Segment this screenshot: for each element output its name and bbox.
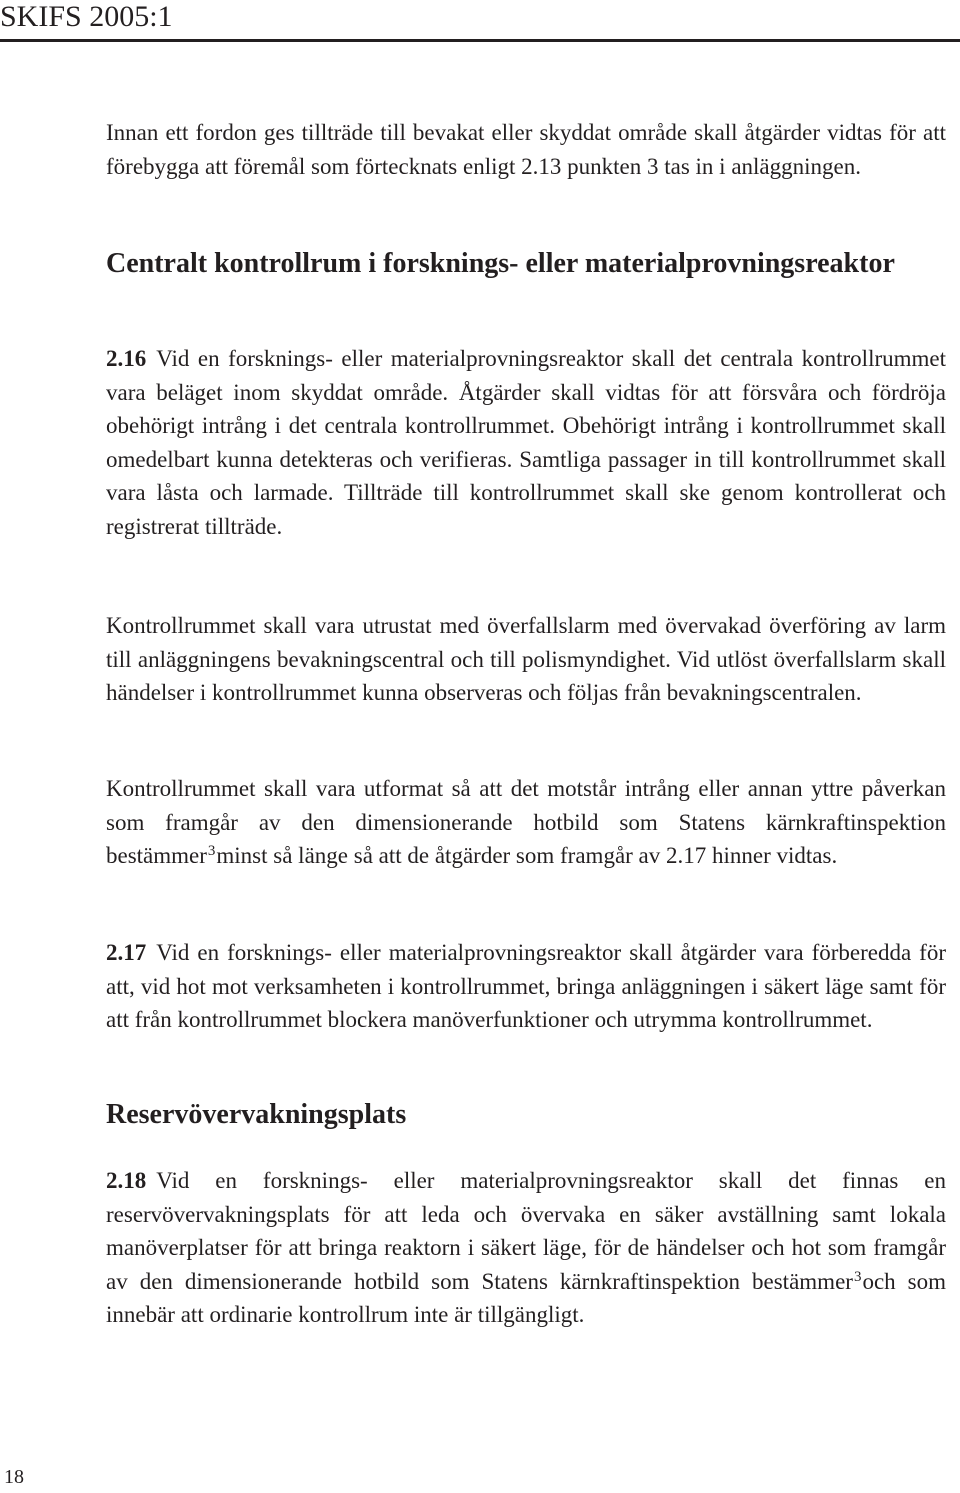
section-number: 2.17	[106, 940, 147, 965]
paragraph-text: Kontrollrummet skall vara utrustat med överfallslarm med övervakad överföring av larm till anläggningens bevakningscentral och till polismyndighet. Vid utlöst överfallslarm skall händelser i kontrollrummet kunna observeras och följas från bevakningscentralen.	[106, 613, 946, 705]
paragraph-text-part: Kontrollrummet skall vara utformat så att det motstår intrång eller annan yttre påverkan som framgår av den dimensionerande hotbild som Statens kärnkraftinspektion bestämmer	[106, 776, 946, 868]
section-2-16-text: Vid en forsknings- eller materialprovningsreaktor skall det centrala kontrollrummet vara beläget inom skyddat område. Åtgärder skall vidtas för att försvåra och fördröja obehörigt intrång i det centrala kontrollrummet. Obehörigt intrång i kontrollrummet skall omedelbart kunna detekteras och verifieras. Samtliga passager in till kontrollrummet skall vara låsta och larmade. Tillträde till kontrollrummet skall ske genom kontrollerat och registrerat tillträde.	[106, 346, 946, 539]
paragraph-control-room-design	[106, 772, 946, 873]
paragraph-text: Innan ett fordon ges tillträde till bevakat eller skyddat område skall åtgärder vidtas för att förebygga att föremål som förtecknats enligt 2.13 punkten 3 tas in i anläggningen.	[106, 120, 946, 179]
section-2-18-text: och som innebär att ordinarie kontrollrum inte är tillgängligt.	[106, 1268, 946, 1327]
paragraph-text-part: minst så länge så att de åtgärder som framgår av 2.17 hinner vidtas.	[216, 843, 838, 868]
section-2-17	[106, 936, 946, 1037]
paragraph-text	[106, 772, 946, 873]
section-2-18	[106, 1164, 946, 1332]
section-2-16	[106, 342, 946, 543]
section-number: 2.16	[106, 346, 147, 371]
footnote-reference[interactable]: 3	[207, 843, 216, 859]
header-rule	[0, 39, 960, 42]
page-number: 18	[4, 1466, 24, 1488]
section-2-17-text: Vid en forsknings- eller materialprovningsreaktor skall åtgärder vara förberedda för att, vid hot mot verksamheten i kontrollrummet, bringa anläggningen i säkert läge samt för att från kontrollrummet blockera manöverfunktioner och utrymma kontrollrummet.	[106, 940, 946, 1032]
section-2-16-paragraph	[106, 342, 946, 543]
section-heading-backup-station: Reservövervakningsplats	[106, 1099, 407, 1130]
section-heading-control-room: Centralt kontrollrum i forsknings- eller materialprovningsreaktor	[106, 248, 895, 279]
section-2-18-paragraph	[106, 1164, 946, 1332]
paragraph-alarm	[106, 609, 946, 710]
section-2-17-paragraph	[106, 936, 946, 1037]
footnote-reference[interactable]: 3	[853, 1268, 862, 1285]
section-2-18-text: Vid en forsknings- eller materialprovningsreaktor skall det finnas en reservövervakningsplats för att leda och övervaka en säker avställning samt lokala manöverplatser för att bringa reaktorn i säkert läge, för de händelser och hot som framgår av den dimensionerande hotbild som Statens kärnkraftinspektion bestämmer	[106, 1168, 946, 1294]
paragraph-vehicle-access	[106, 116, 946, 183]
section-number: 2.18	[106, 1168, 147, 1193]
running-header: SKIFS 2005:1	[0, 0, 173, 33]
